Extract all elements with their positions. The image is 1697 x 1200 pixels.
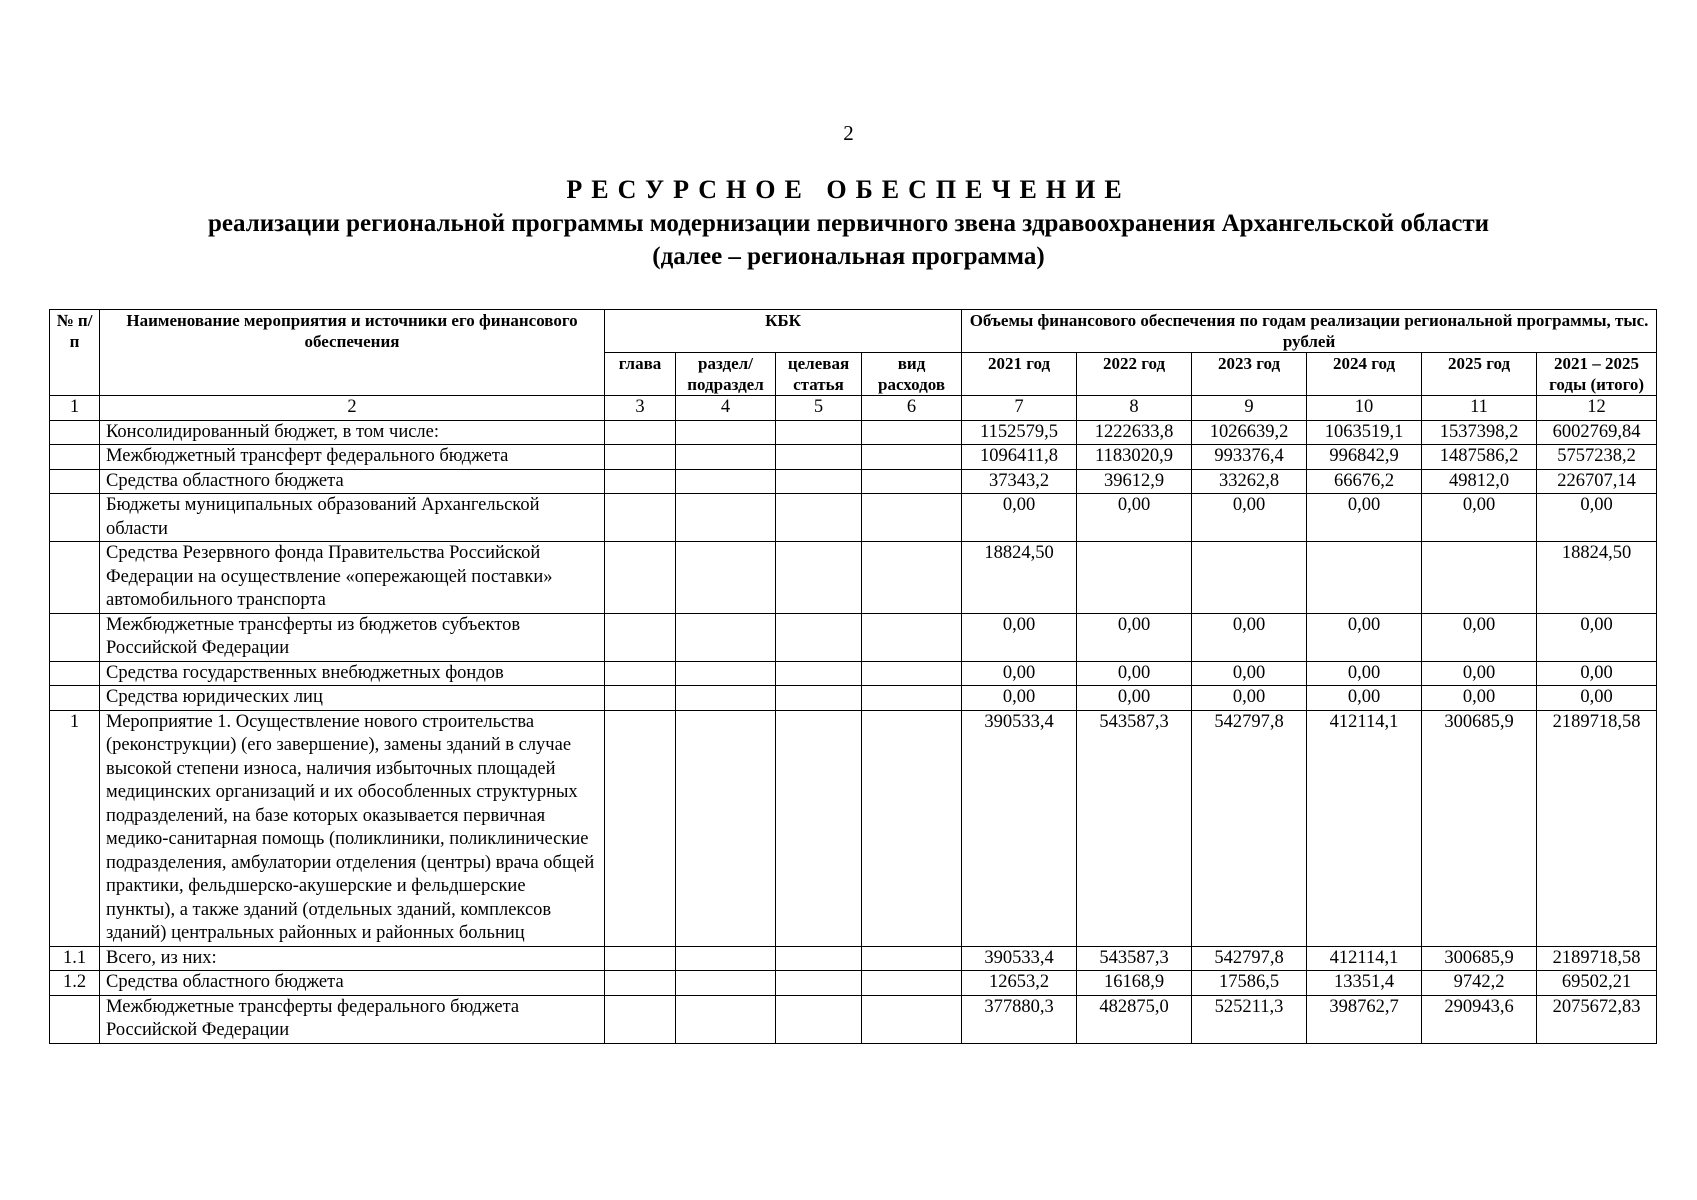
value-cell: 5757238,2 xyxy=(1537,445,1657,470)
kbk-cell xyxy=(776,686,862,711)
row-name: Средства государственных внебюджетных фондов xyxy=(100,661,605,686)
header-kbk: КБК xyxy=(605,310,962,353)
row-number xyxy=(50,469,100,494)
value-cell: 2189718,58 xyxy=(1537,946,1657,971)
row-number xyxy=(50,686,100,711)
value-cell: 0,00 xyxy=(1422,686,1537,711)
value-cell: 2189718,58 xyxy=(1537,710,1657,946)
row-number xyxy=(50,995,100,1043)
value-cell: 0,00 xyxy=(1422,613,1537,661)
table-row xyxy=(50,686,1657,711)
row-number xyxy=(50,661,100,686)
value-cell: 39612,9 xyxy=(1077,469,1192,494)
row-name: Средства областного бюджета xyxy=(100,469,605,494)
column-number: 12 xyxy=(1537,396,1657,421)
value-cell: 9742,2 xyxy=(1422,971,1537,996)
kbk-cell xyxy=(676,971,776,996)
column-number: 4 xyxy=(676,396,776,421)
kbk-cell xyxy=(862,420,962,445)
kbk-cell xyxy=(776,946,862,971)
value-cell: 0,00 xyxy=(962,686,1077,711)
column-number: 7 xyxy=(962,396,1077,421)
kbk-cell xyxy=(862,686,962,711)
table-row xyxy=(50,661,1657,686)
kbk-cell xyxy=(605,445,676,470)
header-glava: глава xyxy=(605,353,676,396)
row-name: Мероприятие 1. Осуществление нового строительства (реконструкции) (его завершение), замены зданий в случае высокой степени износа, наличия избыточных площадей медицинских организаций и их обособленных структурных подразделений, на базе которых оказывается первичная медико-санитарная помощь (поликлиники, поликлинические подразделения, амбулатории отделения (центры) врача общей практики, фельдшерско-акушерские и фельдшерские пункты), а также зданий (отдельных зданий, комплексов зданий) центральных районных и районных больниц xyxy=(100,710,605,946)
value-cell: 300685,9 xyxy=(1422,710,1537,946)
value-cell: 1487586,2 xyxy=(1422,445,1537,470)
row-number: 1 xyxy=(50,710,100,946)
value-cell: 0,00 xyxy=(1077,613,1192,661)
row-number xyxy=(50,445,100,470)
table-row xyxy=(50,995,1657,1043)
row-name: Межбюджетные трансферты федерального бюджета Российской Федерации xyxy=(100,995,605,1043)
value-cell: 0,00 xyxy=(1422,494,1537,542)
row-name: Средства юридических лиц xyxy=(100,686,605,711)
kbk-cell xyxy=(605,710,676,946)
column-number-row xyxy=(50,396,1657,421)
table-row xyxy=(50,469,1657,494)
header-celevaya: целевая статья xyxy=(776,353,862,396)
kbk-cell xyxy=(776,469,862,494)
kbk-cell xyxy=(676,542,776,614)
kbk-cell xyxy=(676,661,776,686)
kbk-cell xyxy=(605,995,676,1043)
value-cell: 69502,21 xyxy=(1537,971,1657,996)
kbk-cell xyxy=(776,661,862,686)
column-number: 5 xyxy=(776,396,862,421)
value-cell xyxy=(1422,542,1537,614)
row-name: Межбюджетный трансферт федерального бюджета xyxy=(100,445,605,470)
value-cell: 33262,8 xyxy=(1192,469,1307,494)
subtitle-line-1: реализации региональной программы модернизации первичного звена здравоохранения Архангельской области xyxy=(207,210,1490,237)
header-volumes: Объемы финансового обеспечения по годам реализации региональной программы, тыс. рублей xyxy=(962,310,1657,353)
value-cell: 0,00 xyxy=(1537,494,1657,542)
table-row xyxy=(50,946,1657,971)
kbk-cell xyxy=(676,686,776,711)
value-cell: 542797,8 xyxy=(1192,710,1307,946)
value-cell: 0,00 xyxy=(1192,494,1307,542)
value-cell: 18824,50 xyxy=(962,542,1077,614)
kbk-cell xyxy=(776,710,862,946)
kbk-cell xyxy=(676,469,776,494)
header-2022: 2022 год xyxy=(1077,353,1192,396)
row-number xyxy=(50,494,100,542)
table-body xyxy=(50,396,1657,1044)
kbk-cell xyxy=(776,971,862,996)
header-total: 2021 – 2025 годы (итого) xyxy=(1537,353,1657,396)
row-name: Межбюджетные трансферты из бюджетов субъектов Российской Федерации xyxy=(100,613,605,661)
value-cell: 412114,1 xyxy=(1307,946,1422,971)
value-cell: 13351,4 xyxy=(1307,971,1422,996)
value-cell: 226707,14 xyxy=(1537,469,1657,494)
value-cell: 996842,9 xyxy=(1307,445,1422,470)
value-cell: 6002769,84 xyxy=(1537,420,1657,445)
column-number: 6 xyxy=(862,396,962,421)
header-2023: 2023 год xyxy=(1192,353,1307,396)
value-cell: 0,00 xyxy=(1307,661,1422,686)
kbk-cell xyxy=(605,420,676,445)
header-name: Наименование мероприятия и источники его финансового обеспечения xyxy=(100,310,605,396)
row-name: Средства Резервного фонда Правительства Российской Федерации на осуществление «опережающей поставки» автомобильного транспорта xyxy=(100,542,605,614)
value-cell: 66676,2 xyxy=(1307,469,1422,494)
header-vid: вид расходов xyxy=(862,353,962,396)
value-cell: 12653,2 xyxy=(962,971,1077,996)
value-cell: 1152579,5 xyxy=(962,420,1077,445)
kbk-cell xyxy=(605,686,676,711)
value-cell: 1183020,9 xyxy=(1077,445,1192,470)
value-cell: 390533,4 xyxy=(962,946,1077,971)
value-cell xyxy=(1192,542,1307,614)
value-cell: 2075672,83 xyxy=(1537,995,1657,1043)
value-cell: 0,00 xyxy=(1537,661,1657,686)
kbk-cell xyxy=(676,710,776,946)
header-row-1 xyxy=(50,310,1657,353)
kbk-cell xyxy=(676,420,776,445)
column-number: 1 xyxy=(50,396,100,421)
kbk-cell xyxy=(776,613,862,661)
kbk-cell xyxy=(862,494,962,542)
value-cell xyxy=(1307,542,1422,614)
kbk-cell xyxy=(862,971,962,996)
kbk-cell xyxy=(776,494,862,542)
value-cell: 525211,3 xyxy=(1192,995,1307,1043)
value-cell: 18824,50 xyxy=(1537,542,1657,614)
value-cell: 0,00 xyxy=(1307,686,1422,711)
kbk-cell xyxy=(862,542,962,614)
column-number: 9 xyxy=(1192,396,1307,421)
kbk-cell xyxy=(676,445,776,470)
kbk-cell xyxy=(862,469,962,494)
value-cell xyxy=(1077,542,1192,614)
row-number xyxy=(50,420,100,445)
value-cell: 0,00 xyxy=(1192,661,1307,686)
value-cell: 1537398,2 xyxy=(1422,420,1537,445)
kbk-cell xyxy=(605,469,676,494)
kbk-cell xyxy=(676,995,776,1043)
value-cell: 543587,3 xyxy=(1077,710,1192,946)
row-number: 1.1 xyxy=(50,946,100,971)
subtitle-line-2: (далее – региональная программа) xyxy=(652,243,1045,270)
column-number: 11 xyxy=(1422,396,1537,421)
kbk-cell xyxy=(605,946,676,971)
kbk-cell xyxy=(862,445,962,470)
value-cell: 0,00 xyxy=(1192,613,1307,661)
value-cell: 993376,4 xyxy=(1192,445,1307,470)
value-cell: 16168,9 xyxy=(1077,971,1192,996)
column-number: 2 xyxy=(100,396,605,421)
value-cell: 398762,7 xyxy=(1307,995,1422,1043)
value-cell: 377880,3 xyxy=(962,995,1077,1043)
value-cell: 482875,0 xyxy=(1077,995,1192,1043)
value-cell: 0,00 xyxy=(1307,613,1422,661)
table-row xyxy=(50,445,1657,470)
row-number xyxy=(50,613,100,661)
kbk-cell xyxy=(605,494,676,542)
value-cell: 412114,1 xyxy=(1307,710,1422,946)
column-number: 3 xyxy=(605,396,676,421)
value-cell: 37343,2 xyxy=(962,469,1077,494)
value-cell: 1096411,8 xyxy=(962,445,1077,470)
header-2025: 2025 год xyxy=(1422,353,1537,396)
kbk-cell xyxy=(776,542,862,614)
kbk-cell xyxy=(776,445,862,470)
value-cell: 0,00 xyxy=(1307,494,1422,542)
row-number: 1.2 xyxy=(50,971,100,996)
value-cell: 0,00 xyxy=(1422,661,1537,686)
column-number: 10 xyxy=(1307,396,1422,421)
resource-table xyxy=(49,309,1657,1044)
value-cell: 0,00 xyxy=(1537,686,1657,711)
value-cell: 300685,9 xyxy=(1422,946,1537,971)
document-subtitle xyxy=(60,207,1637,273)
kbk-cell xyxy=(776,420,862,445)
value-cell: 1222633,8 xyxy=(1077,420,1192,445)
document-title: РЕСУРСНОЕ ОБЕСПЕЧЕНИЕ xyxy=(566,175,1131,204)
value-cell: 543587,3 xyxy=(1077,946,1192,971)
value-cell: 542797,8 xyxy=(1192,946,1307,971)
value-cell: 49812,0 xyxy=(1422,469,1537,494)
header-2024: 2024 год xyxy=(1307,353,1422,396)
row-name: Средства областного бюджета xyxy=(100,971,605,996)
header-num: № п/п xyxy=(50,310,100,396)
table-row xyxy=(50,710,1657,946)
table-row xyxy=(50,971,1657,996)
kbk-cell xyxy=(862,661,962,686)
value-cell: 0,00 xyxy=(1077,494,1192,542)
table-row xyxy=(50,542,1657,614)
kbk-cell xyxy=(862,946,962,971)
value-cell: 0,00 xyxy=(1077,686,1192,711)
kbk-cell xyxy=(862,995,962,1043)
row-number xyxy=(50,542,100,614)
kbk-cell xyxy=(862,613,962,661)
value-cell: 0,00 xyxy=(962,661,1077,686)
header-2021: 2021 год xyxy=(962,353,1077,396)
kbk-cell xyxy=(605,971,676,996)
value-cell: 1026639,2 xyxy=(1192,420,1307,445)
row-name: Бюджеты муниципальных образований Архангельской области xyxy=(100,494,605,542)
table-row xyxy=(50,420,1657,445)
value-cell: 0,00 xyxy=(962,613,1077,661)
header-razdel: раздел/ подраздел xyxy=(676,353,776,396)
value-cell: 0,00 xyxy=(1537,613,1657,661)
kbk-cell xyxy=(776,995,862,1043)
column-number: 8 xyxy=(1077,396,1192,421)
kbk-cell xyxy=(605,661,676,686)
page-number: 2 xyxy=(843,121,854,145)
kbk-cell xyxy=(605,542,676,614)
table-row xyxy=(50,613,1657,661)
kbk-cell xyxy=(605,613,676,661)
value-cell: 290943,6 xyxy=(1422,995,1537,1043)
value-cell: 17586,5 xyxy=(1192,971,1307,996)
value-cell: 0,00 xyxy=(962,494,1077,542)
kbk-cell xyxy=(676,613,776,661)
value-cell: 390533,4 xyxy=(962,710,1077,946)
kbk-cell xyxy=(676,494,776,542)
kbk-cell xyxy=(676,946,776,971)
value-cell: 0,00 xyxy=(1192,686,1307,711)
kbk-cell xyxy=(862,710,962,946)
row-name: Консолидированный бюджет, в том числе: xyxy=(100,420,605,445)
value-cell: 0,00 xyxy=(1077,661,1192,686)
value-cell: 1063519,1 xyxy=(1307,420,1422,445)
table-row xyxy=(50,494,1657,542)
row-name: Всего, из них: xyxy=(100,946,605,971)
